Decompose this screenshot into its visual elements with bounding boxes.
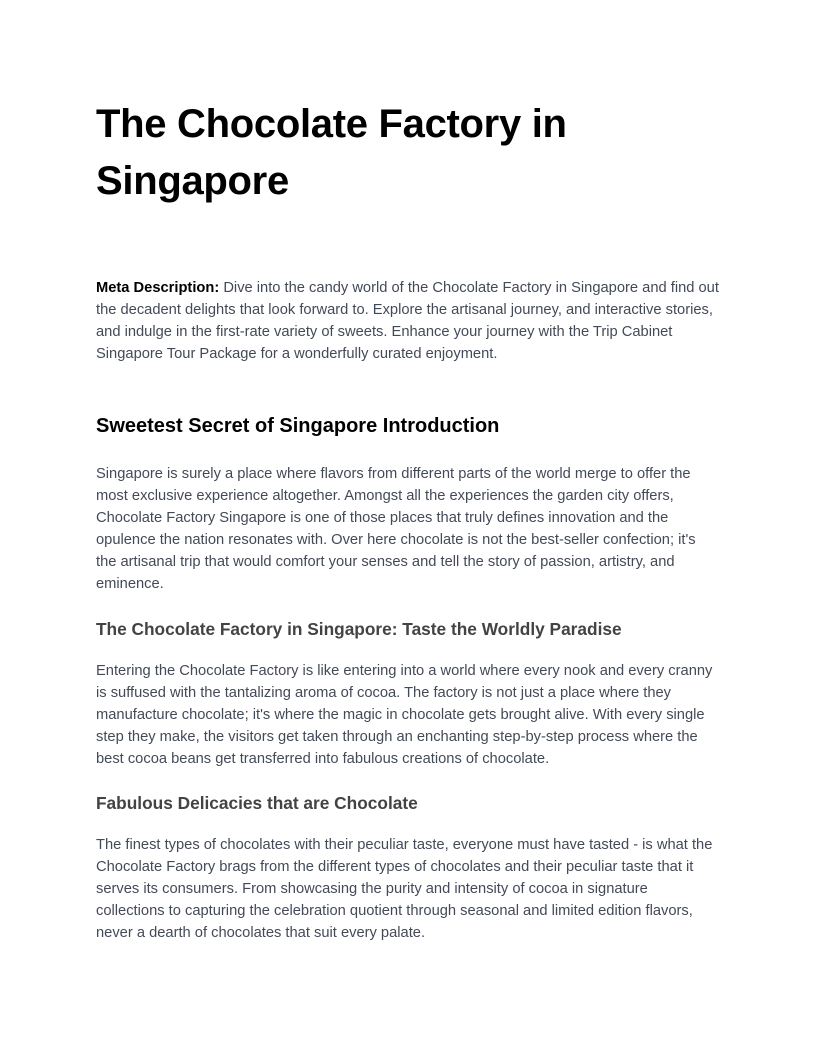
section-heading-introduction: Sweetest Secret of Singapore Introduction: [96, 415, 500, 437]
section-heading-delicacies: Fabulous Delicacies that are Chocolate: [96, 793, 418, 814]
document-page: [96, 96, 720, 945]
meta-description: [96, 277, 720, 365]
section-heading-worldly-paradise: The Chocolate Factory in Singapore: Taste the Worldly Paradise: [96, 618, 622, 639]
meta-description-text: Dive into the candy world of the Chocolate Factory in Singapore and find out the decadent delights that look forward to. Explore the artisanal journey, and interactive stories, and indulge in the first-rate variety of sweets. Enhance your journey with the Trip Cabinet Singapore Tour Package for a wonderfully curated enjoyment.: [96, 280, 719, 362]
section-paragraph-introduction: Singapore is surely a place where flavors from different parts of the world merge to offer the most exclusive experience altogether. Amongst all the experiences the garden city offers, Chocolate Factory Singapore is one of those places that truly defines innovation and the opulence the nation resonates with. Over here chocolate is not the best-seller confection; it's the artisanal trip that would comfort your senses and tell the story of passion, artistry, and eminence.: [96, 466, 696, 593]
page-title: The Chocolate Factory in Singapore: [96, 102, 567, 203]
meta-description-label: Meta Description:: [96, 280, 220, 296]
section-paragraph-worldly-paradise: Entering the Chocolate Factory is like entering into a world where every nook and every cranny is suffused with the tantalizing aroma of cocoa. The factory is not just a place where they manufacture chocolate; it's where the magic in chocolate gets brought alive. With every single step they make, the visitors get taken through an enchanting step-by-step process where the best cocoa beans get transferred into fabulous creations of chocolate.: [96, 662, 713, 767]
section-paragraph-delicacies: The finest types of chocolates with their peculiar taste, everyone must have tasted - is what the Chocolate Factory brags from the different types of chocolates and their peculiar taste that it serves its consumers. From showcasing the purity and intensity of cocoa in signature collections to capturing the celebration quotient through seasonal and limited edition flavors, never a dearth of chocolates that suit every palate.: [96, 837, 713, 942]
